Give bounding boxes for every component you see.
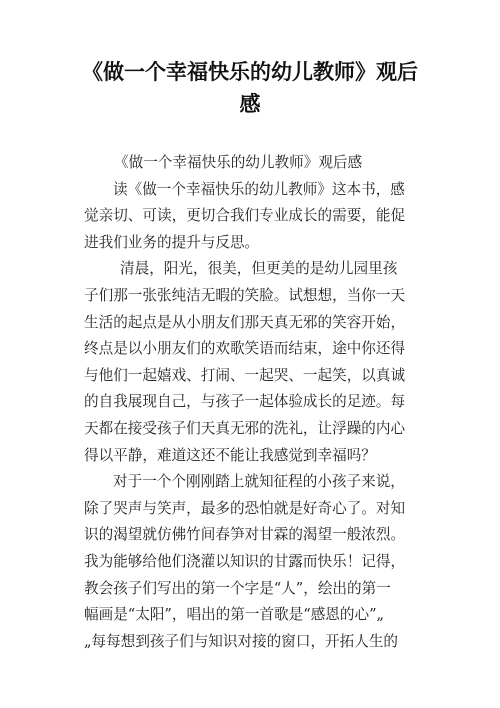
text-line: 清晨，阳光，很美，但更美的是幼儿园里孩	[120, 260, 398, 278]
paragraph	[84, 256, 419, 469]
text-line: 幅画是“太阳”，唱出的第一首歌是“感恩的心”„	[84, 606, 385, 624]
title-line-1: 《做一个幸福快乐的幼儿教师》观后	[82, 60, 418, 84]
text-line: 识的渴望就仿佛竹间春笋对甘霖的渴望一般浓烈。	[84, 526, 406, 544]
text-line: 读《做一个幸福快乐的幼儿教师》这本书，感	[113, 180, 405, 198]
document-body	[84, 150, 419, 655]
text-line: 生活的起点是从小朋友们那天真无邪的笑容开始，	[84, 313, 406, 331]
text-line: 觉亲切、可读，更切合我们专业成长的需要，能促	[84, 207, 406, 225]
paragraph	[84, 177, 419, 257]
text-line: 除了哭声与笑声，最多的恐怕就是好奇心了。对知	[84, 499, 406, 517]
text-line: 与他们一起嬉戏、打闹、一起哭、一起笑，以真诚	[84, 366, 406, 384]
text-line: 《做一个幸福快乐的幼儿教师》观后感	[114, 154, 363, 171]
text-line: 我为能够给他们浇灌以知识的甘露而快乐！记得，	[84, 552, 406, 570]
paragraph	[84, 150, 419, 177]
document-title	[60, 56, 440, 120]
paragraph	[84, 469, 419, 655]
text-line: 得以平静，难道这还不能让我感觉到幸福吗？	[84, 446, 376, 464]
title-line-2: 感	[239, 92, 261, 116]
text-line: 的自我展现自己，与孩子一起体验成长的足迹。每	[84, 393, 406, 411]
text-line: 天都在接受孩子们天真无邪的洗礼，让浮躁的内心	[84, 419, 406, 437]
text-line: 进我们业务的提升与反思。	[84, 233, 260, 251]
text-line: „每每想到孩子们与知识对接的窗口，开拓人生的	[84, 632, 399, 650]
text-line: 子们那一张张纯洁无暇的笑脸。试想想，当你一天	[84, 286, 406, 304]
text-line: 对于一个个刚刚踏上就知征程的小孩子来说，	[113, 473, 405, 491]
text-line: 教会孩子们写出的第一个字是“人”，绘出的第一	[84, 579, 391, 597]
text-line: 终点是以小朋友们的欢歌笑语而结束，途中你还得	[84, 340, 406, 358]
